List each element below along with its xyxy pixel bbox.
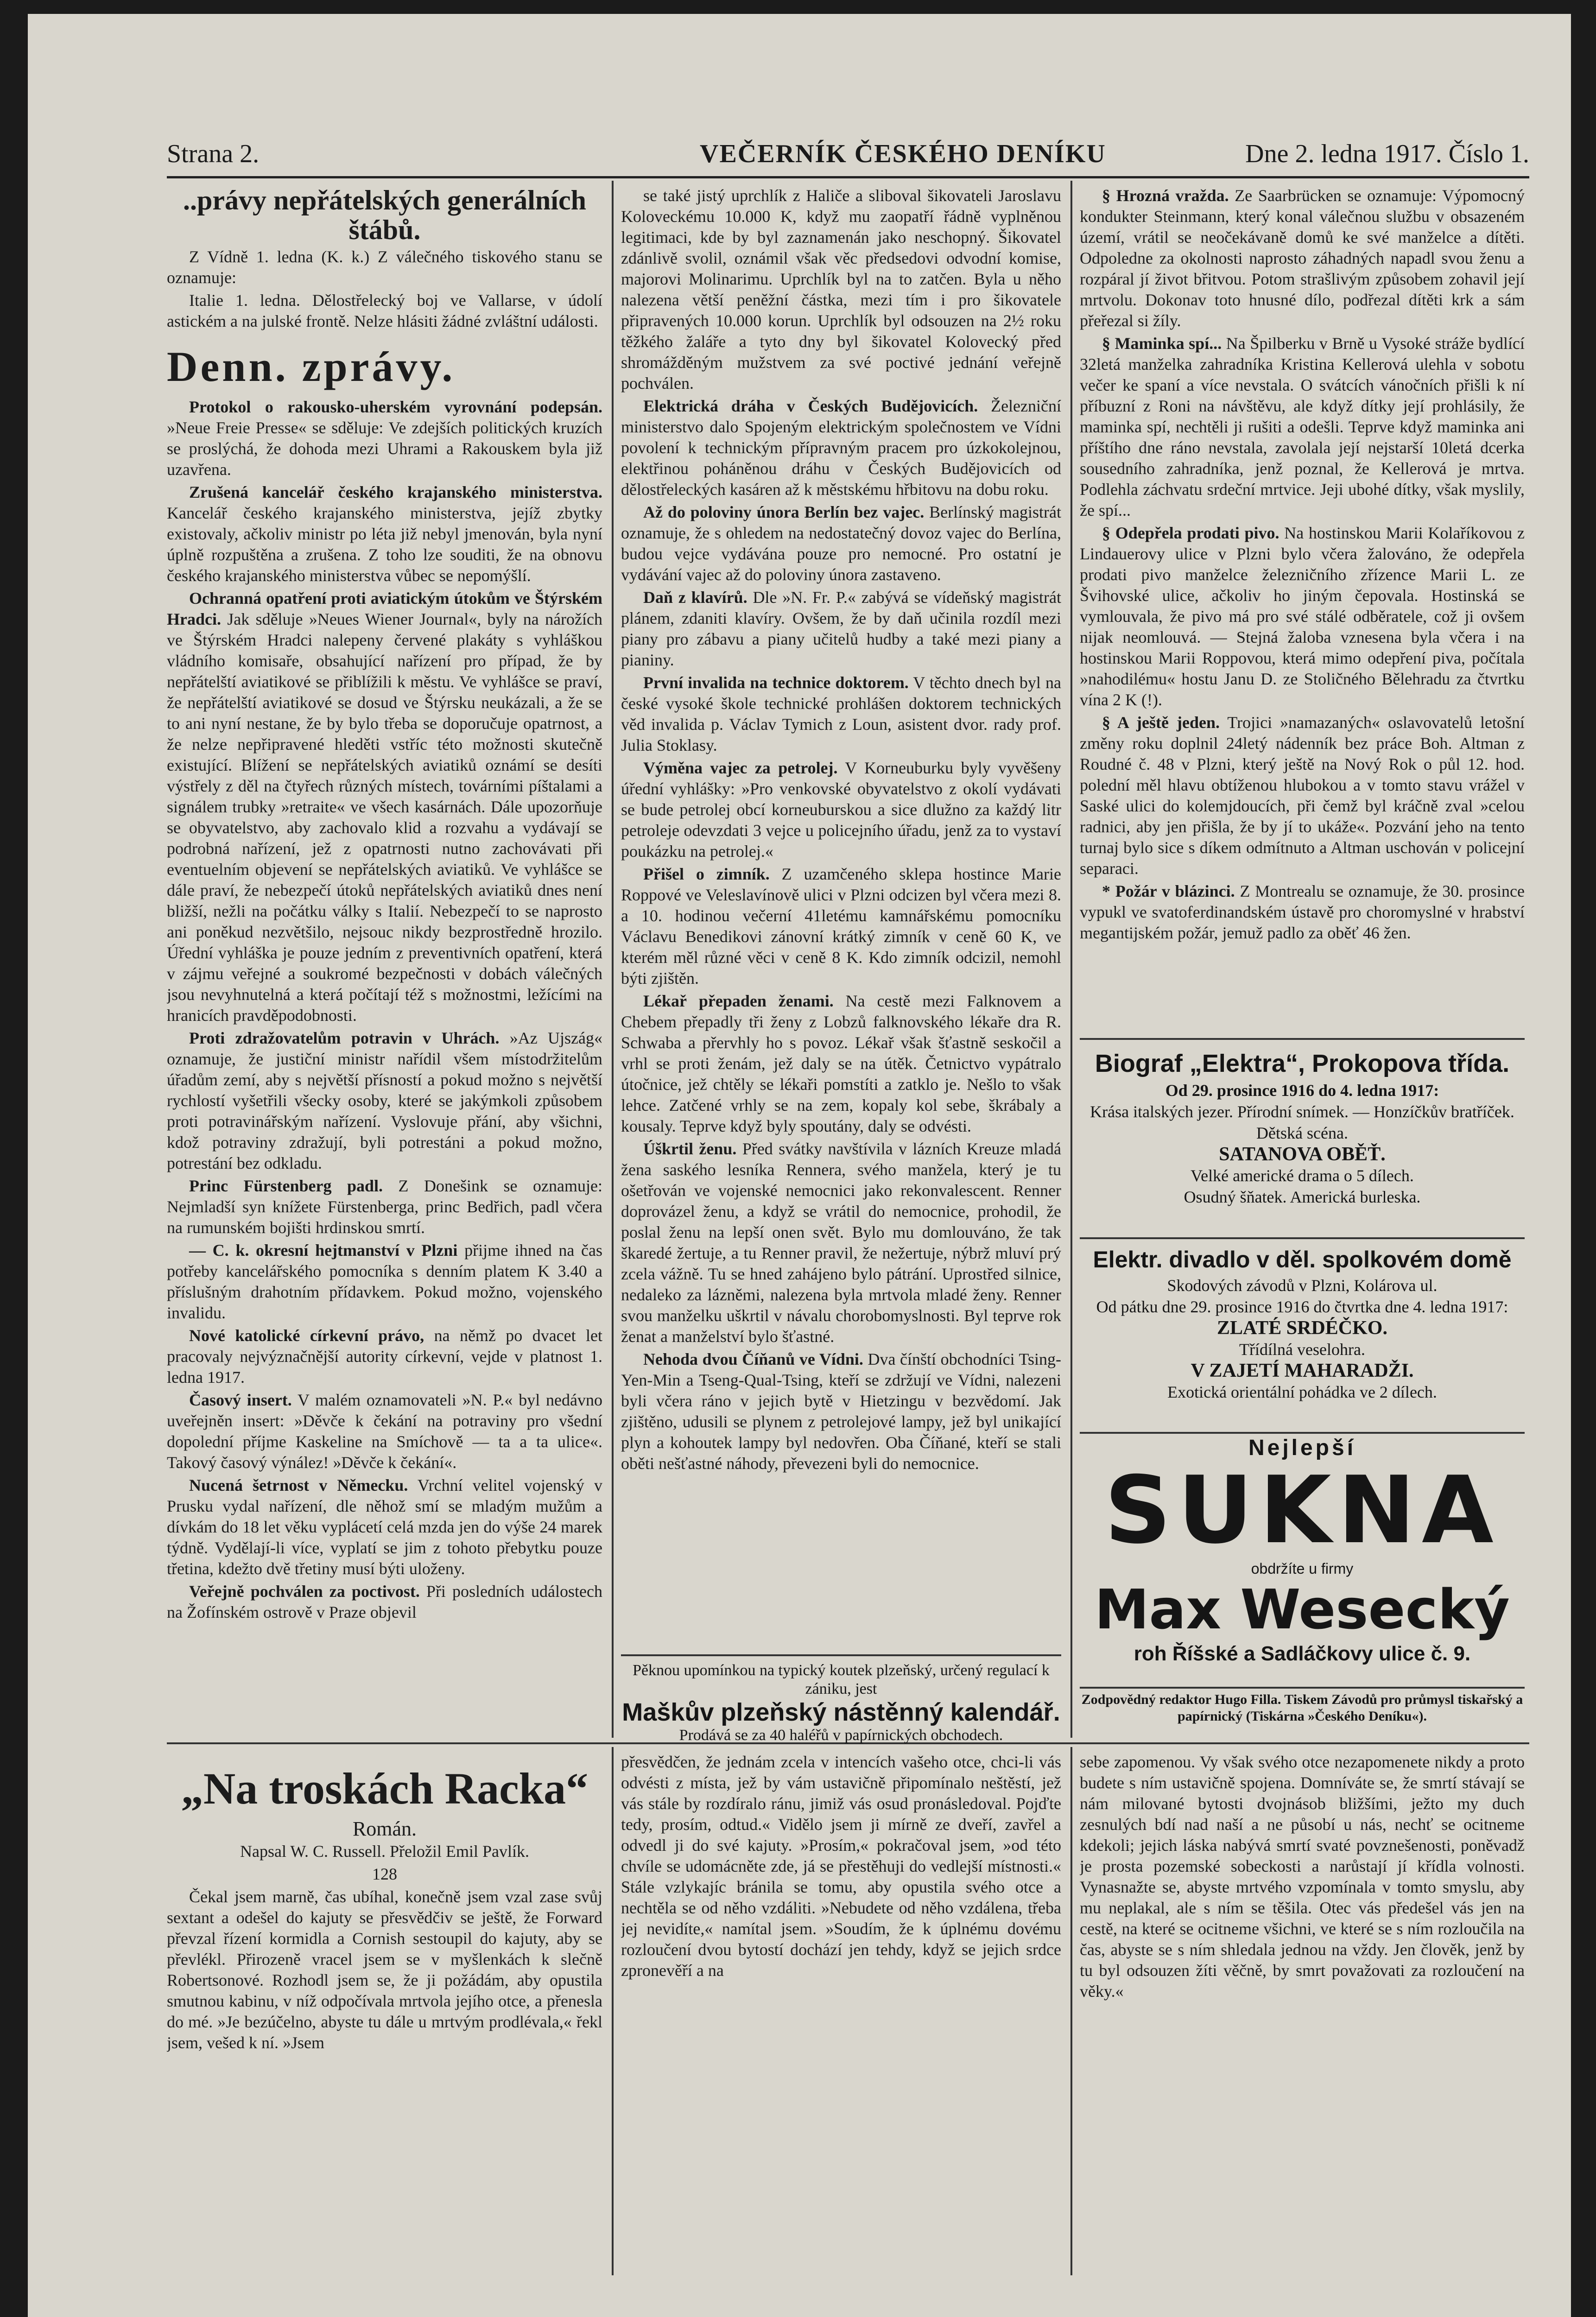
- column-rule: [612, 181, 614, 1738]
- news-item: První invalida na technice doktorem. V těchto dnech byl na české vysoké škole technické prohlášen doktorem technických věd invalida p. Václav Tymich z Loun, asistent dvor. rady prof. Julia Stoklasy.: [621, 673, 1061, 754]
- news-item: § Hrozná vražda. Ze Saarbrücken se oznamuje: Výpomocný kondukter Steinmann, který konal válečnou službu v obsazeném území, vrátil se neočekávaně domů ke své manželce a dítěti. Odpoledne za okolnosti naprosto záhadných napadl svou ženu a rozpáral jí život břitvou. Potom strašlivým způsobem zohavil její mrtvolu. Dokonav toto hnusné dílo, podřezal dítěti krk a sám přeřezal si žíly.: [1080, 186, 1525, 330]
- column-rule: [612, 1747, 614, 2275]
- column-rule: [1070, 181, 1072, 1738]
- news-item: Nové katolické církevní právo, na němž po dvacet let pracovaly nejvýznačnější autority církevní, vejde v platnost 1. ledna 1917.: [167, 1326, 602, 1386]
- ad-headline: Biograf „Elektra“, Prokopova třída.: [1095, 1050, 1510, 1077]
- news-item: § Maminka spí... Na Špilberku v Brně u Vysoké stráže bydlící 32letá manželka zahradníka Kristina Kellerová ulehla v sobotu večer ke spaní a více nevstala. O svátcích vánočních přišli k ní příbuzní z Roni na návštěvu, ale když dítky její prohlásily, že maminka spí, nechtěli ji rušiti a odešli. Teprve když maminka ani příštího dne ráno nevstala, zavolala její nejstarší 10letá dcerka sousedního zahradníka, jenž poznal, že Kellerová je mrtva. Podlehla záchvatu srdeční mrtvice. Jeji ubohé dítky, však myslily, že spí...: [1080, 334, 1525, 519]
- ad-text: roh Říšské a Sadláčkovy ulice č. 9.: [1134, 1642, 1471, 1665]
- news-item: Nucená šetrnost v Německu. Vrchní velitel vojenský v Prusku vydal nařízení, dle něhož smí se mladým mužům a dívkám do 18 let věku vyplácetí celá mzda jen do výše 24 marek týdně. Vydělají-li více, vyplatí se jim z tohoto přebytku pouze třetina, kdežto dvě třetiny musí býti uloženy.: [167, 1476, 602, 1578]
- imprint: Zodpovědný redaktor Hugo Filla. Tiskem Závodů pro průmysl tiskařský a papírnický (Tiskárna »Českého Deníku«).: [1081, 1692, 1523, 1724]
- war-report-headline: ..právy nepřátelských generálních štábů.: [183, 185, 586, 245]
- news-item: — C. k. okresní hejtmanství v Plzni přijme ihned na čas potřeby kancelářského pomocníka s denním platem K 3.40 a příslušným drahotním přídavkem. Pokud možno, vojenského invalidu.: [167, 1241, 602, 1322]
- ad-text: ZLATÉ SRDÉČKO.: [1217, 1317, 1387, 1339]
- section-heading: Denn. zprávy.: [167, 343, 456, 390]
- ad-rule: [1080, 1687, 1525, 1689]
- ad-headline: Maškův plzeňský nástěnný kalendář.: [622, 1698, 1060, 1726]
- ad-text: Velké americké drama o 5 dílech.: [1191, 1166, 1414, 1185]
- news-item: § Odepřela prodati pivo. Na hostinskou Marii Kolaříkovou z Lindauerovy ulice v Plzni bylo včera žalováno, že odepřela prodati pivo manželce železničního zřízence Marii L. ze Švihovské ulice, ačkoliv ho jiným čepovala. Hostinská se vymlouvala, že pivo má pro své stálé odběratele, což ji ovšem nijak neomlouvá. — Stejná žaloba vznesena byla včera i na hostinskou Marii Roppovou, která mimo odepření piva, počítala »nahodilému« hostu Janu D. ze Stoličného Bělehradu za čtvrtku vína 2 K (!).: [1080, 524, 1525, 709]
- news-item: § A ještě jeden. Trojici »namazaných« oslavovatelů letošní změny roku doplnil 24letý nádenník bez práce Boh. Altman z Roudné č. 48 v Plzni, který ještě na Nový Rok o půl 12. hod. polední měl hlavu obtíženou hlubokou a v tomto stavu vrážel v Saské ulici do kolemjdoucích, při čemž byl kráčně zval »celou radnici, aby jen přišla, že by jí to ukáže«. Pozvání jeho na tento turnaj bylo sice s díkem odmítnuto a Altman uschován v policejní separaci.: [1080, 713, 1525, 878]
- news-item: Ochranná opatření proti aviatickým útokům ve Štýrském Hradci. Jak sděluje »Neues Wiener Journal«, byly na nárožích ve Štýrském Hradci nalepeny červené plakáty s vyhláškou vládního komisaře, obsahující nařízení pro případ, že by nepřátelští aviatikové se přiblížili k městu. Ve vyhlášce se praví, že nepřátelští aviatikové se dosud ve Štýrsku neukázali, a že se to ani nyní nestane, že by bylo třeba se doporučuje opatrnost, a že nelze nepřipravené hleděti vstříc této možnosti skutečně existující. Blížení se nepřátelských aviatiků oznámí se desíti výstřely z děl na čtyřech různých místech, továrními píštalami a signálem trubky »retraite« ve všech kasárnách. Dále upozorňuje se obyvatelstvo, aby zachovalo klid a rozvahu a vydávají se podrobná nařízení, jež z opatrnosti nutno zachovávati při eventuelním objevení se nepřátelských aviatiků. Ve vyhlášce se dále praví, že nebezpečí útoků nepřátelských aviatiků dnes není bližší, nežli na počátku války s Italií. Nebezpečí to se naprosto ani poněkud nezvětšilo, nejsouc nikdy bezprostředně hrozilo. Úřední vyhláška je pouze jedním z preventivních opatření, která v zájmu veřejné a soukromé bezpečnosti v dobách válečných jsou nevyhnutelná a která počítají též s možnostmi, ležícími na hranicích pravděpodobnosti.: [167, 589, 602, 1025]
- ad-headline: Elektr. divadlo v děl. spolkovém domě: [1093, 1247, 1512, 1272]
- ad-text: Krása italských jezer. Přírodní snímek. — Honzíčkův bratříček. Dětská scéna.: [1090, 1102, 1514, 1142]
- news-item: Zrušená kancelář českého krajanského ministerstva. Kancelář českého krajanského ministerstva, jejíž zbytky existovaly, ačkoliv ministr po léta již nebyl jmenován, byla nyní úplně rozpuštěna a zrušena. Z toho lze souditi, že na obnovu českého krajanského ministerstva vůbec se nepomýšlí.: [167, 483, 602, 585]
- news-item: Nehoda dvou Číňanů ve Vídni. Dva čínští obchodníci Tsing-Yen-Min a Tseng-Qual-Tsing, kteří se zdržují ve Vídni, nalezeni byli včera ráno v jejich bytě v Hietzingu v bezvědomí. Jak zjištěno, udusili se plynem z petrolejové lampy, jež byl unikající plyn a kohoutek lampy byl nedovřen. Oba Číňané, kteří se stali oběti nešťastné náhody, převezeni byli do nemocnice.: [621, 1350, 1061, 1473]
- ad-text: V ZAJETÍ MAHARADŽI.: [1191, 1360, 1414, 1381]
- ad-text: Skodových závodů v Plzni, Kolárova ul.: [1167, 1276, 1438, 1295]
- novel-column-3: [1080, 1752, 1525, 2275]
- column-rule: [1070, 1747, 1072, 2275]
- masthead-title: VEČERNÍK ČESKÉHO DENÍKU: [700, 139, 1106, 168]
- news-item: Proti zdražovatelům potravin v Uhrách. »Az Ujszág« oznamuje, že justiční ministr nařídil všem místodržitelům úřadům zemí, aby s největší přísností a pokud možno s největší rychlostí vyšetřili všecky osoby, které se jakýmkoli způsobem proti potravinářským nařízení. Vyslovuje přání, aby všichni, kdož potraviny zdražují, byli potrestáni a pokud možno, potrestání bez odkladu.: [167, 1029, 602, 1172]
- ad-rule: [1080, 1038, 1525, 1040]
- news-item: Veřejně pochválen za poctivost. Při posledních událostech na Žofínském ostrově v Praze objevil: [167, 1582, 602, 1621]
- novel-column-1: [167, 1752, 602, 2275]
- novel-text: sebe zapomenou. Vy však svého otce nezapomenete nikdy a proto budete s ním ustavičně spojena. Domníváte se, že smrtí stávají se nám milované bytosti dvojnásob bližšími, ježto my duch zesnulých bdí nad naší a ne působí u nás, nechť se ocitneme kdekoli; jejich láska nabývá smrtí svaté povznešenosti, poněvadž je prosta pozemské sobeckosti a narůstají jí křídla volnosti. Vynasnažte se, abyste mrtvého vzpomínala v tomto smyslu, aby mu neplakal, ale s ním se těšila. Otec vás předešel vás jen na cestě, na které se ocitneme všichni, ve které se s ním rozloučila na čas, abyste se s ním shledala jednou na vždy. Jen člověk, jenž by tu byl odsouzen žíti věčně, by smrt považovati za rozloučení na věky.«: [1080, 1753, 1525, 2000]
- theatre-advertisement: [1080, 1244, 1525, 1430]
- novel-title: „Na troskách Racka“: [181, 1764, 589, 1813]
- installment-number: 128: [372, 1865, 397, 1883]
- ad-text: Třídílná veselohra.: [1239, 1340, 1365, 1359]
- ad-text: obdržíte u firmy: [1251, 1560, 1354, 1577]
- news-column-1: [167, 185, 602, 1738]
- ad-text: Exotická orientální pohádka ve 2 dílech.: [1167, 1383, 1437, 1401]
- novel-column-2: [621, 1752, 1061, 2275]
- news-item: Princ Fürstenberg padl. Z Donešink se oznamuje: Nejmladší syn knížete Fürstenberga, princ Bedřich, padl včera na rumunském bojišti hrdinskou smrtí.: [167, 1177, 602, 1237]
- article-text: Z Vídně 1. ledna (K. k.) Z válečného tiskového stanu se oznamuje:: [167, 247, 602, 287]
- ad-text: Od pátku dne 29. prosince 1916 do čtvrtka dne 4. ledna 1917:: [1096, 1298, 1508, 1316]
- ad-headline: Max Wesecký: [1095, 1577, 1510, 1641]
- news-item: Lékař přepaden ženami. Na cestě mezi Falknovem a Chebem přepadly tři ženy z Lobzů falknovského lékaře dra R. Schwaba a přervhly ho s povoz. Lékař však šťastně seskočil a vrhl se proti ženám, jež daly se na útěk. Četnictvo vypátralo útočnice, jež chtěly se lékaři pomstíti a zatklo je. Nešlo to však lehce. Zatčené vrhly se na zem, kopaly kol sebe, škrábaly a kousaly. Teprve když byly spoutány, daly se odvésti.: [621, 992, 1061, 1135]
- news-item: Časový insert. V malém oznamovateli »N. P.« byl nedávno uveřejněn insert: »Děvče k čekání na potraviny pro všední dopolední příjme Kaskeline na Smíchově — ta a ta ulice«. Takový časový výnález! »Děvče k čekání«.: [167, 1391, 602, 1472]
- novel-text: přesvědčen, že jednám zcela v intencích vašeho otce, chci-li vás odvésti z místa, jež by vám ustavičně připomínalo neštěstí, jež vás stále by rozdíralo ránu, jimiž vás osud pronásledoval. Pojďte tedy, prosím, odtud.« Vidělo jsem ji mírně ze dveří, zavřel a odvedl ji do své kajuty. »Prosím,« pokračoval jsem, »od této chvíle se udomácněte zde, já se přestěhuji do vedlejší místnosti.« Stále vzlykajíc bránila se tomu, aby opustila svého otce a nechtěla se od něho vzdáliti. »Nebudete od něho vzdálena, třeba jej nevidíte,« namítal jsem. »Soudím, že k úplnému dovému rozloučení dvou bytostí dochází jen tehdy, když se jejich srdce zpronevěří a na: [621, 1753, 1061, 1980]
- novel-author: Napsal W. C. Russell. Přeložil Emil Pavlík.: [240, 1842, 529, 1861]
- ad-rule: [621, 1654, 1061, 1656]
- ad-text: Nejlepší: [1248, 1436, 1356, 1460]
- news-column-2: [621, 185, 1061, 1650]
- novel-text: Čekal jsem marně, čas ubíhal, konečně jsem vzal zase svůj sextant a odešel do kajuty se přesvědčiv se ještě, že Forward převzal řízení kormidla a Cornish sestoupil do kajuty, aby se převlékl. Přirozeně vracel jsem se v myšlenkách k slečně Robertsonové. Rozhodl jsem se, že ji požádám, aby opustila smutnou kabinu, v níž odpočívala mrtvola jejího otce, a přenesla do mé. »Je bezúčelno, abyste tu dále u mrtvým prodlévala,« řekl jsem, vešed k ní. »Jsem: [167, 1887, 602, 2052]
- news-item: Až do poloviny února Berlín bez vajec. Berlínský magistrát oznamuje, že s ohledem na nedostatečný dovoz vajec do Berlína, budou vejce vydávána pouze pro nemocné. Pro ostatní je vydávání vajec až do poloviny února zastaveno.: [621, 503, 1061, 584]
- article-text: Italie 1. ledna. Dělostřelecký boj ve Vallarse, v údolí astickém a na julské frontě. Nelze hlásiti žádné zvláštní události.: [167, 291, 602, 330]
- issue-date: Dne 2. ledna 1917. Číslo 1.: [1245, 139, 1529, 168]
- ad-rule: [1080, 1432, 1525, 1434]
- cinema-advertisement: [1080, 1047, 1525, 1233]
- ad-text: Pěknou upomínkou na typický koutek plzeňský, určený regulací k zániku, jest: [633, 1662, 1050, 1697]
- page-number: Strana 2.: [167, 139, 260, 168]
- newspaper-page: [28, 14, 1571, 2317]
- calendar-advertisement: [621, 1661, 1061, 1744]
- ad-rule: [1080, 1237, 1525, 1239]
- ad-text: Osudný šňatek. Americká burleska.: [1184, 1188, 1421, 1206]
- ad-text: Prodává se za 40 haléřů v papírnických obchodech.: [679, 1727, 1003, 1744]
- news-item: Protokol o rakousko-uherském vyrovnání podepsán. »Neue Freie Presse« se sděluje: Ve zdejších politických kruzích se proslýchá, že dohoda mezi Uhrami a Rakouskem byla již uzavřena.: [167, 398, 602, 479]
- ad-headline: SUKNA: [1104, 1456, 1500, 1564]
- news-column-3: [1080, 185, 1525, 1033]
- news-item: Přišel o zimník. Z uzamčeného sklepa hostince Marie Roppové ve Veleslavínově ulici v Plzni odcizen byl včera mezi 8. a 10. hodinou večerní 41letému kamnářskému pomocníku Václavu Benedikovi zánovní krátký zimník v ceně 60 K, ve kterém měl různé věci v ceně 8 K. Kdo zimník odcizil, nemohl býti zjištěn.: [621, 865, 1061, 988]
- page-header: [167, 125, 1529, 178]
- ad-text: SATANOVA OBĚŤ.: [1219, 1144, 1386, 1165]
- ad-text: Od 29. prosince 1916 do 4. ledna 1917:: [1165, 1081, 1439, 1100]
- news-item: Daň z klavírů. Dle »N. Fr. P.« zabývá se vídeňský magistrát plánem, zdaniti klavíry. Ovšem, že by daň učinila rozdíl mezi piany pro zábavu a piany učitelů hudby a také mezi piany a pianiny.: [621, 588, 1061, 669]
- news-item: Elektrická dráha v Českých Budějovicích. Železniční ministerstvo dalo Spojeným elektrickým společnostem ve Vídni povolení k technickým přípravným pracem pro úzkokolejnou, elektřinou poháněnou dráhu v Českých Budějovicích od dělostřeleckých kasáren až k městskému hřbitovu na dobu roku.: [621, 397, 1061, 499]
- novel-subtitle: Román.: [352, 1817, 417, 1840]
- cloth-advertisement: [1080, 1434, 1525, 1694]
- news-item: Úškrtil ženu. Před svátky navštívila v lázních Kreuze mladá žena saského lesníka Rennera, svého manžela, který je tu ošetřován ve vojenské nemocnici jako rekonvalescent. Renner doprovázel ženu, a když se vrátil do nemocnice, prohodil, že poslal ženu na lepší onen svět. Bylo mu domlouváno, že tak škaredé žertuje, a tu Renner pravil, že nežertuje, nýbrž mluví prý zcela vážně. Tu se hned zahájeno bylo pátrání. Uprostřed silnice, nedaleko za lázněmi, nalezena byla mrtvola mladé ženy. Renner svou manželku uškrtil v návalu chorobomyslnosti. Byl teprve rok ženat a manželství bylo šťastné.: [621, 1140, 1061, 1346]
- news-item: * Požár v blázinci. Z Montrealu se oznamuje, že 30. prosince vypukl ve svatoferdinandském ústavě pro choromyslné v hrabství megantijském požár, jemuž padlo za oběť 46 žen.: [1080, 882, 1525, 942]
- news-item: Výměna vajec za petrolej. V Korneuburku byly vyvěšeny úřední vyhlášky: »Pro venkovské obyvatelstvo z okolí vydávati se bude petrolej obcí korneuburskou a sice dlužno za každý litr petroleje odevzdati 3 vejce u policejního úřadu, jenž za to vystaví poukázku na petrolej.«: [621, 759, 1061, 861]
- article-text: se také jistý uprchlík z Haliče a sliboval šikovateli Jaroslavu Koloveckému 10.000 K, když mu zaopatří řádně vyplněnou legitimaci, kde by byl zaznamenán jako neschopný. Šikovatel zdánlivě svolil, oznámil však věc předsedovi odvodní komise, majorovi Molinarimu. Uprchlík byl na to zatčen. Byla u něho nalezena větší peněžní částka, mezi tím i pro šikovatele připravených 10.000 korun. Uprchlík byl odsouzen na 2½ roku těžkého žaláře a tyto dny byl šikovatel Kolovecký před shromážděným mužstvem za své poctivé jednání veřejně pochválen.: [621, 186, 1061, 392]
